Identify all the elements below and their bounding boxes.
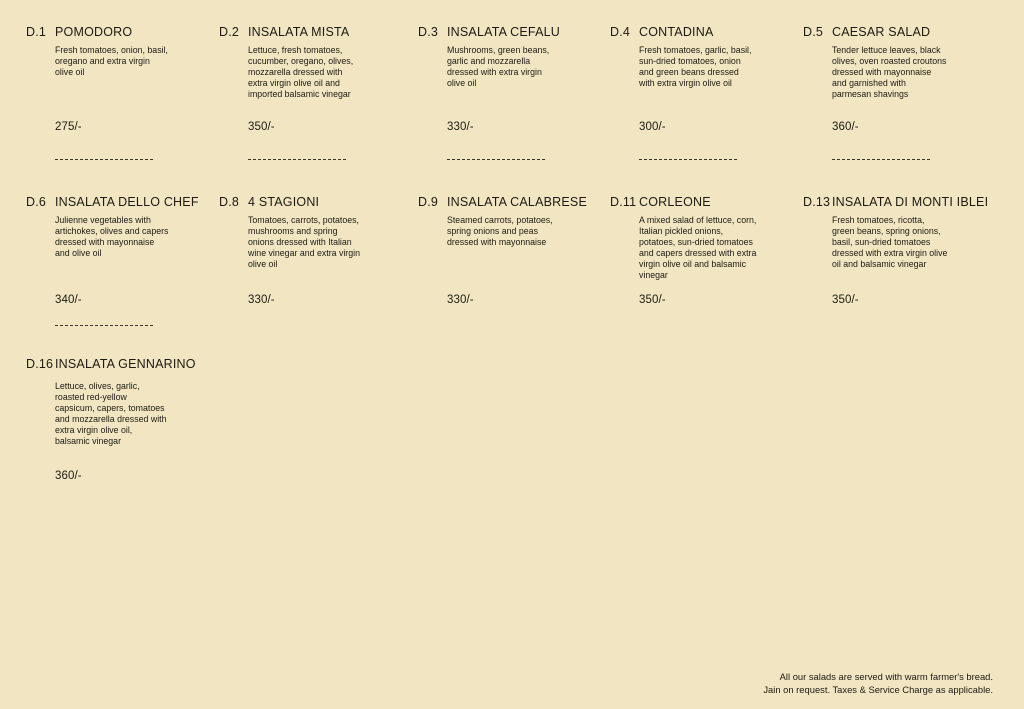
- description-line: and olive oil: [55, 248, 102, 259]
- dashed-divider: [832, 159, 930, 160]
- dashed-divider: [639, 159, 737, 160]
- description-line: dressed with mayonnaise: [55, 237, 155, 248]
- item-name: INSALATA CEFALU: [447, 25, 560, 39]
- item-name: CONTADINA: [639, 25, 714, 39]
- description-line: extra virgin olive oil,: [55, 425, 133, 436]
- item-description: [832, 215, 954, 270]
- description-line: onions dressed with Italian: [248, 237, 352, 248]
- description-line: with extra virgin olive oil: [639, 78, 732, 89]
- description-line: oregano and extra virgin: [55, 56, 150, 67]
- description-line: Tomatoes, carrots, potatoes,: [248, 215, 359, 225]
- footer-bread-note: All our salads are served with warm farmer's bread.: [779, 671, 993, 682]
- item-name: INSALATA DELLO CHEF: [55, 195, 199, 209]
- item-price: 360/-: [55, 470, 82, 482]
- item-description: [639, 215, 761, 282]
- description-line: Mushrooms, green beans,: [447, 45, 550, 55]
- item-price: 330/-: [447, 294, 474, 306]
- item-name: POMODORO: [55, 25, 133, 39]
- description-line: cucumber, oregano, olives,: [248, 56, 354, 67]
- item-price: 350/-: [639, 294, 666, 306]
- description-line: extra virgin olive oil and: [248, 78, 340, 89]
- description-line: capsicum, capers, tomatoes: [55, 403, 165, 414]
- dashed-divider: [55, 159, 153, 160]
- item-description: [55, 381, 177, 448]
- description-line: vinegar: [639, 270, 668, 281]
- item-price: 300/-: [639, 121, 666, 133]
- description-line: mushrooms and spring: [248, 226, 338, 237]
- item-description: [55, 45, 177, 78]
- description-line: Steamed carrots, potatoes,: [447, 215, 553, 225]
- item-price: 360/-: [832, 121, 859, 133]
- item-code: D.4: [610, 25, 631, 39]
- description-line: garlic and mozzarella: [447, 56, 531, 67]
- item-description: [639, 45, 761, 89]
- description-line: dressed with mayonnaise: [447, 237, 547, 248]
- footer-taxes-note: Jain on request. Taxes & Service Charge as applicable.: [763, 684, 993, 696]
- description-line: virgin olive oil and balsamic: [639, 259, 747, 270]
- item-name: INSALATA GENNARINO: [55, 357, 196, 371]
- item-name: CAESAR SALAD: [832, 25, 931, 39]
- description-line: oil and balsamic vinegar: [832, 259, 927, 270]
- item-code: D.1: [26, 25, 47, 39]
- item-code: D.11: [610, 195, 637, 209]
- item-price: 350/-: [248, 121, 275, 133]
- description-line: and garnished with: [832, 78, 906, 89]
- description-line: dressed with extra virgin: [447, 67, 542, 78]
- description-line: imported balsamic vinegar: [248, 89, 351, 100]
- description-line: Fresh tomatoes, garlic, basil,: [639, 45, 752, 55]
- item-code: D.9: [418, 195, 439, 209]
- description-line: and capers dressed with extra: [639, 248, 757, 259]
- description-line: olive oil: [55, 67, 85, 78]
- description-line: Lettuce, fresh tomatoes,: [248, 45, 343, 55]
- description-line: wine vinegar and extra virgin: [248, 248, 360, 259]
- description-line: balsamic vinegar: [55, 436, 122, 447]
- item-name: INSALATA DI MONTI IBLEI: [832, 195, 989, 209]
- item-code: D.13: [803, 195, 831, 209]
- description-line: and green beans dressed: [639, 67, 739, 78]
- description-line: basil, sun-dried tomatoes: [832, 237, 931, 248]
- item-price: 340/-: [55, 294, 82, 306]
- description-line: Italian pickled onions,: [639, 226, 724, 237]
- description-line: green beans, spring onions,: [832, 226, 941, 237]
- item-description: [447, 215, 569, 248]
- item-price: 350/-: [832, 294, 859, 306]
- dashed-divider: [248, 159, 346, 160]
- item-price: 275/-: [55, 121, 82, 133]
- item-name: 4 STAGIONI: [248, 195, 320, 209]
- item-code: D.8: [219, 195, 240, 209]
- description-line: Julienne vegetables with: [55, 215, 151, 225]
- item-description: [832, 45, 954, 100]
- item-description: [55, 215, 177, 259]
- item-code: D.6: [26, 195, 47, 209]
- description-line: potatoes, sun-dried tomatoes: [639, 237, 753, 248]
- description-line: Lettuce, olives, garlic,: [55, 381, 140, 391]
- description-line: olives, oven roasted croutons: [832, 56, 947, 67]
- item-name: CORLEONE: [639, 195, 711, 209]
- item-code: D.3: [418, 25, 439, 39]
- description-line: Tender lettuce leaves, black: [832, 45, 941, 55]
- item-price: 330/-: [447, 121, 474, 133]
- description-line: dressed with extra virgin olive: [832, 248, 948, 259]
- description-line: and mozzarella dressed with: [55, 414, 167, 425]
- description-line: A mixed salad of lettuce, corn,: [639, 215, 757, 225]
- item-price: 330/-: [248, 294, 275, 306]
- description-line: roasted red-yellow: [55, 392, 127, 403]
- item-code: D.5: [803, 25, 824, 39]
- description-line: artichokes, olives and capers: [55, 226, 169, 237]
- item-name: INSALATA CALABRESE: [447, 195, 587, 209]
- description-line: Fresh tomatoes, ricotta,: [832, 215, 925, 225]
- description-line: olive oil: [447, 78, 477, 89]
- description-line: mozzarella dressed with: [248, 67, 343, 78]
- menu-footer-note: [763, 670, 993, 696]
- item-description: [248, 45, 370, 100]
- description-line: dressed with mayonnaise: [832, 67, 932, 78]
- description-line: parmesan shavings: [832, 89, 909, 100]
- item-description: [447, 45, 569, 89]
- item-name: INSALATA MISTA: [248, 25, 350, 39]
- description-line: olive oil: [248, 259, 278, 270]
- description-line: Fresh tomatoes, onion, basil,: [55, 45, 168, 55]
- description-line: spring onions and peas: [447, 226, 538, 237]
- item-code: D.16: [26, 357, 54, 371]
- dashed-divider: [55, 325, 153, 326]
- description-line: sun-dried tomatoes, onion: [639, 56, 741, 67]
- dashed-divider: [447, 159, 545, 160]
- item-description: [248, 215, 370, 270]
- item-code: D.2: [219, 25, 240, 39]
